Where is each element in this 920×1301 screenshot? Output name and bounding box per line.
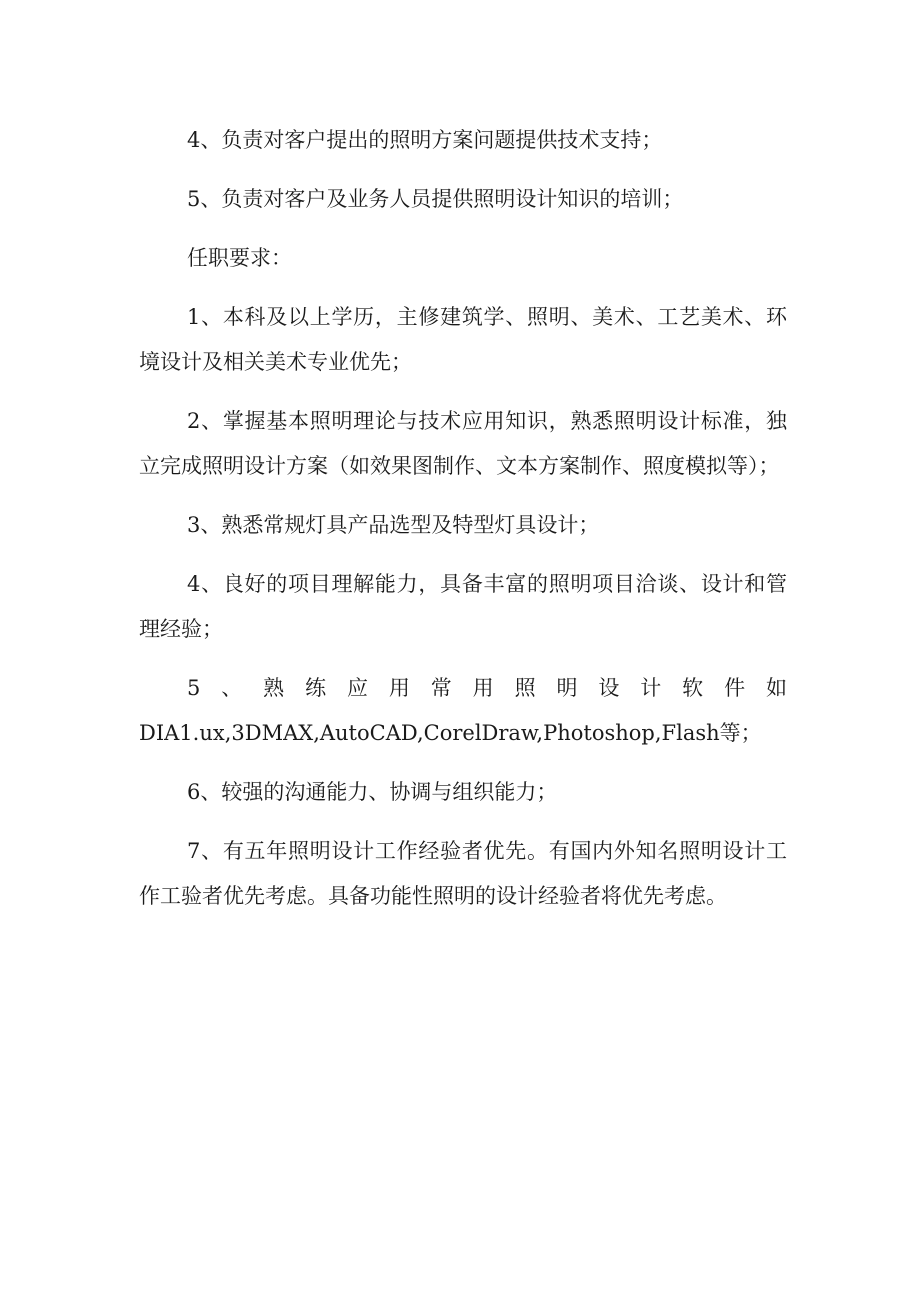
requirement-item-6: 6、较强的沟通能力、协调与组织能力； (187, 780, 558, 804)
requirement-item-7: 7、有五年照明设计工作经验者优先。有国内外知名照明设计工作工验者优先考虑。具备功能性照明的设计经验者将优先考虑。 (139, 839, 787, 908)
requirement-item-2: 2、掌握基本照明理论与技术应用知识，熟悉照明设计标准，独立完成照明设计方案（如效果图制作、文本方案制作、照度模拟等）； (139, 409, 787, 478)
duty-item-4: 4、负责对客户提出的照明方案问题提供技术支持； (187, 128, 663, 152)
requirement-item-5-line-1: 5、熟练应用常用照明设计软件如 (187, 676, 787, 700)
requirement-item-5-line-2: DIA1.ux,3DMAX,AutoCAD,CorelDraw,Photoshop,Flash等； (139, 721, 762, 745)
requirement-item-5 (139, 666, 787, 756)
requirement-item-1: 1、本科及以上学历，主修建筑学、照明、美术、工艺美术、环境设计及相关美术专业优先； (139, 305, 787, 374)
duty-item-5: 5、负责对客户及业务人员提供照明设计知识的培训； (187, 187, 684, 211)
document-body (139, 118, 787, 933)
requirement-item-4: 4、良好的项目理解能力，具备丰富的照明项目洽谈、设计和管理经验； (139, 572, 787, 641)
requirements-heading: 任职要求： (187, 246, 292, 270)
requirement-item-3: 3、熟悉常规灯具产品选型及特型灯具设计； (187, 513, 600, 537)
